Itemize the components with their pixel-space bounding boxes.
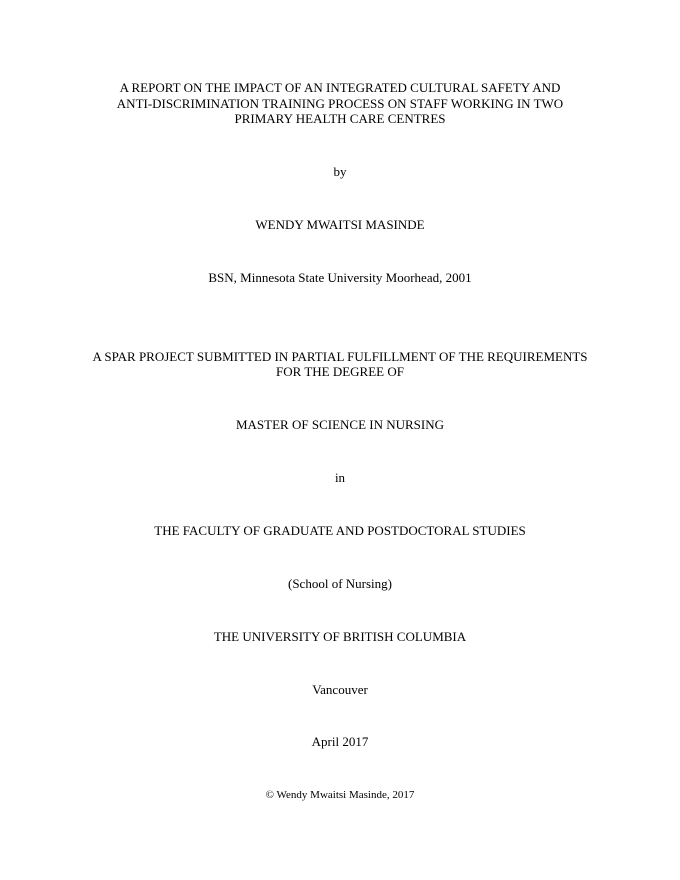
university-name: THE UNIVERSITY OF BRITISH COLUMBIA: [213, 629, 467, 644]
report-title-line-3: PRIMARY HEALTH CARE CENTRES: [234, 111, 446, 126]
school-name: (School of Nursing): [288, 576, 392, 591]
submission-statement-line-1: A SPAR PROJECT SUBMITTED IN PARTIAL FULFILLMENT OF THE REQUIREMENTS: [92, 349, 588, 364]
city-name: Vancouver: [312, 682, 368, 697]
author-name: WENDY MWAITSI MASINDE: [255, 217, 425, 232]
submission-statement-line-2: FOR THE DEGREE OF: [276, 364, 404, 379]
report-title-line-2: ANTI-DISCRIMINATION TRAINING PROCESS ON STAFF WORKING IN TWO: [116, 96, 564, 111]
in-label: in: [334, 470, 346, 485]
faculty-name: THE FACULTY OF GRADUATE AND POSTDOCTORAL STUDIES: [154, 523, 526, 538]
submission-date: April 2017: [311, 734, 369, 749]
report-title-line-1: A REPORT ON THE IMPACT OF AN INTEGRATED CULTURAL SAFETY AND: [119, 80, 561, 95]
prior-degree: BSN, Minnesota State University Moorhead, 2001: [208, 270, 472, 285]
by-label: by: [333, 164, 347, 179]
degree-name: MASTER OF SCIENCE IN NURSING: [235, 417, 445, 432]
copyright-notice: © Wendy Mwaitsi Masinde, 2017: [265, 789, 415, 801]
